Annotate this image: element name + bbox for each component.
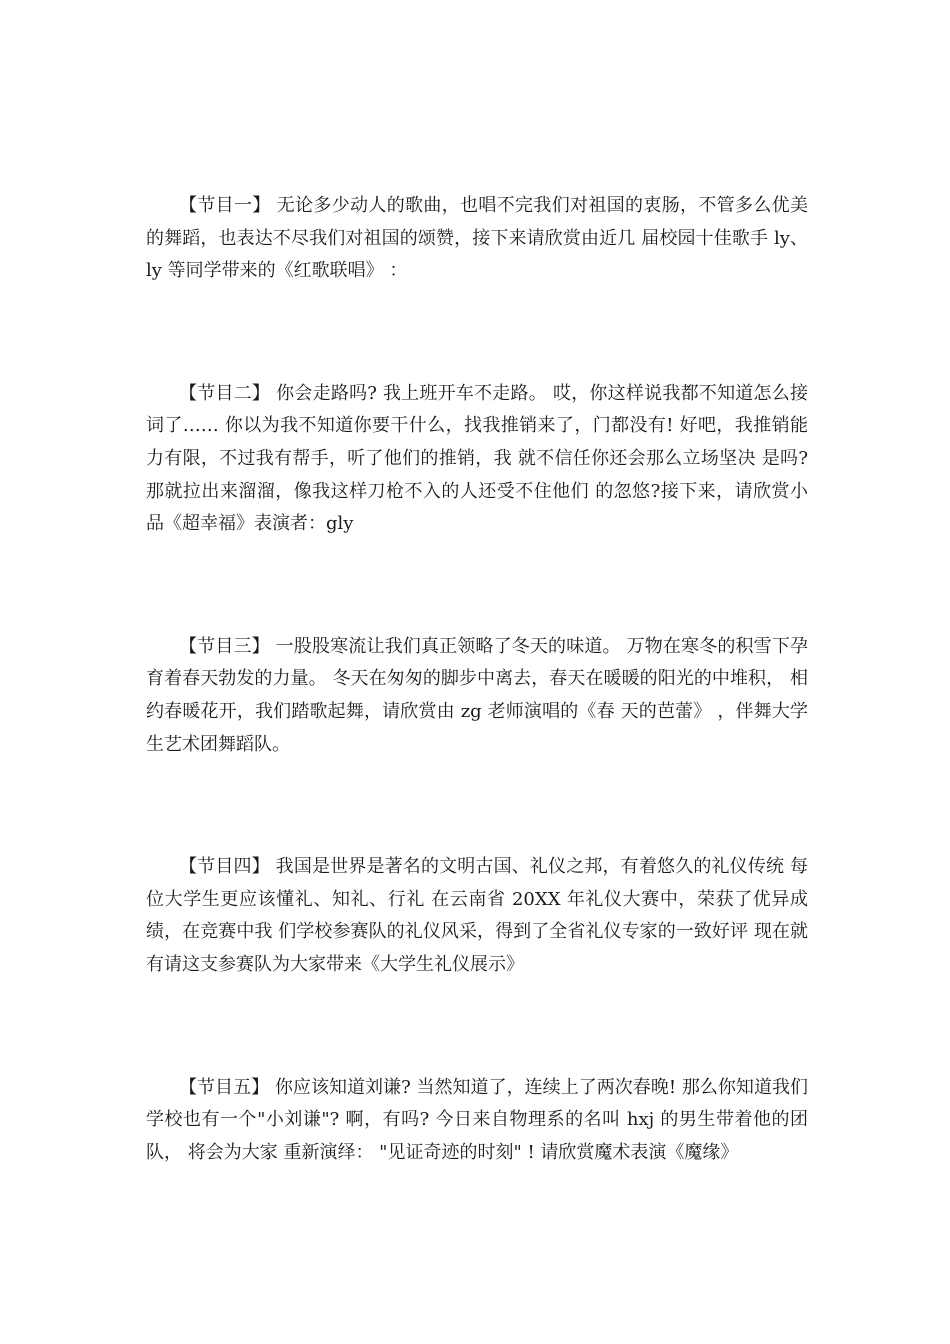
program-5-paragraph: [146, 1072, 808, 1170]
document-body: [146, 190, 808, 1169]
program-4-tag: 【节目四】: [179, 856, 270, 878]
program-2-tag: 【节目二】: [179, 382, 271, 404]
program-3-paragraph: [146, 631, 808, 761]
program-5-tag: 【节目五】: [179, 1076, 270, 1098]
program-4-text: 我国是世界是著名的文明古国、礼仪之邦，有着悠久的礼仪传统 每位大学生更应该懂礼、知礼、行礼 在云南省 20XX 年礼仪大赛中，荣获了优异成绩，在竞赛中我 们学校参赛队的礼仪风采，得到了全省礼仪专家的一致好评 现在就有请这支参赛队为大家带来《大学生礼仪展示》: [146, 856, 808, 975]
program-1-text: 无论多少动人的歌曲，也唱不完我们对祖国的衷肠，不管多么优美的舞蹈，也表达不尽我们对祖国的颂赞，接下来请欣赏由近几 届校园十佳歌手 ly、ly 等同学带来的《红歌联唱》 ：: [146, 195, 809, 282]
program-3-tag: 【节目三】: [179, 635, 270, 657]
program-1-tag: 【节目一】: [179, 195, 271, 216]
program-2-paragraph: [146, 378, 808, 541]
program-1-paragraph: [146, 190, 808, 288]
program-2-text: 你会走路吗? 我上班开车不走路。 哎，你这样说我都不知道怎么接词了…… 你以为我不知道你要干什么，找我推销来了，门都没有! 好吧，我推销能力有限，不过我有帮手，听了他们的推销，我 就不信任你还会那么立场坚决 是吗?那就拉出来溜溜，像我这样刀枪不入的人还受不住他们 的忽悠?接下来，请欣赏小品《超幸福》表演者：gly: [146, 382, 809, 535]
program-4-paragraph: [146, 851, 808, 981]
program-5-text: 你应该知道刘谦? 当然知道了，连续上了两次春晚! 那么你知道我们学校也有一个"小刘谦"? 啊，有吗? 今日来自物理系的名叫 hxj 的男生带着他的团队， 将会为大家 重新演绎： "见证奇迹的时刻" ! 请欣赏魔术表演《魔缘》: [146, 1076, 809, 1163]
program-3-text: 一股股寒流让我们真正领略了冬天的味道。 万物在寒冬的积雪下孕育着春天勃发的力量。 冬天在匆匆的脚步中离去，春天在暖暖的阳光的中堆积， 相约春暖花开，我们踏歌起舞，请欣赏由 zg 老师演唱的《春 天的芭蕾》 ，伴舞大学生艺术团舞蹈队。: [146, 635, 808, 755]
